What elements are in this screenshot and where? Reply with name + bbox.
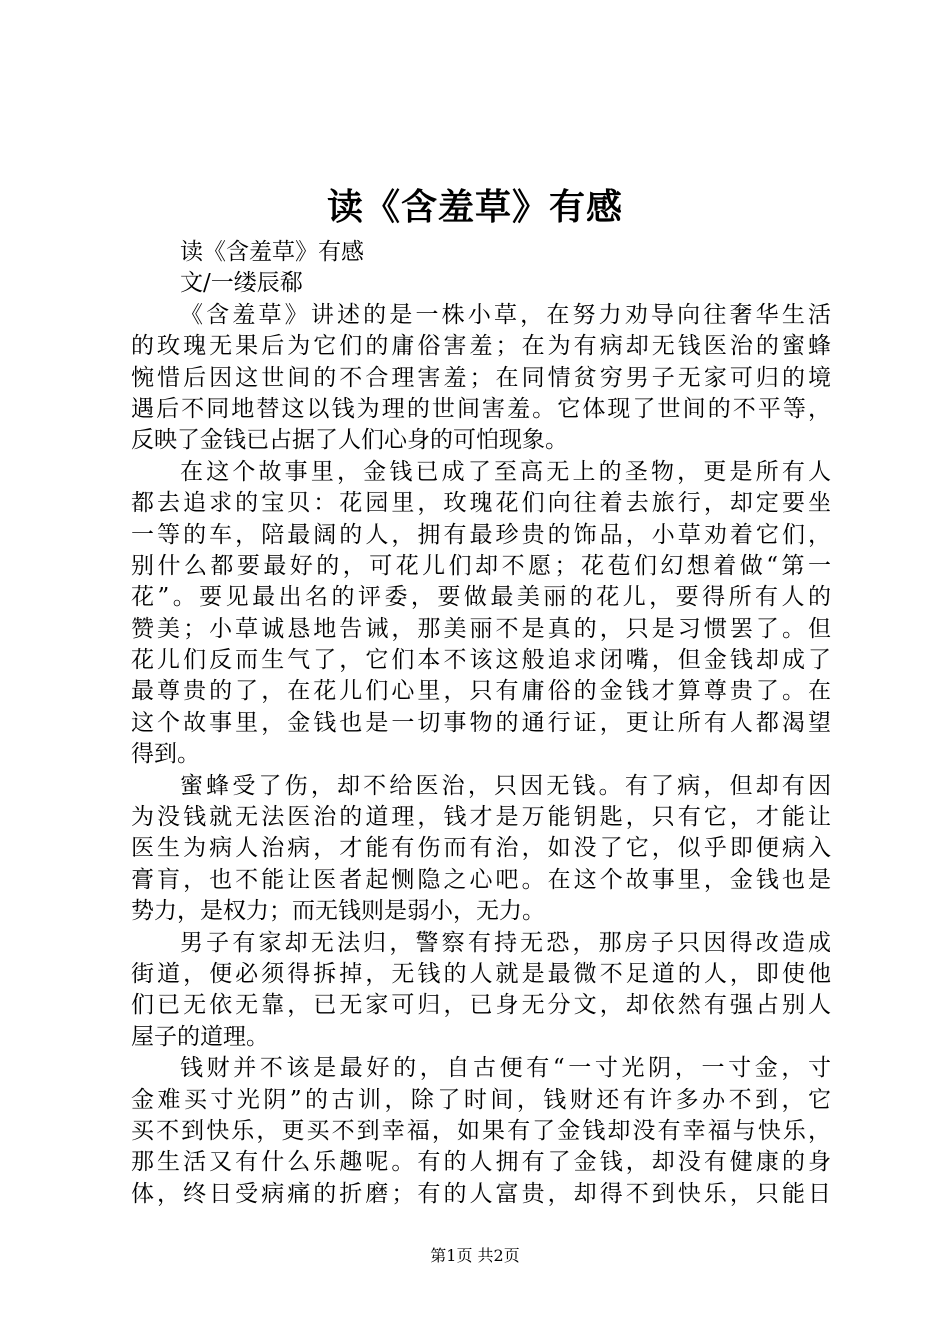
text-line: 遇后不同地替这以钱为理的世间害羞。它体现了世间的不平等， (131, 395, 831, 422)
text-line: 一等的车，陪最阔的人，拥有最珍贵的饰品，小草劝着它们， (131, 521, 831, 548)
page-number-footer: 第1页 共2页 (430, 1246, 520, 1265)
text-line: 男子有家却无法归，警察有持无恐，那房子只因得改造成 (180, 929, 831, 956)
text-line: 花”。要见最出名的评委，要做最美丽的花儿，要得所有人的 (131, 584, 831, 611)
text-line: 蜜蜂受了伤，却不给医治，只因无钱。有了病，但却有因 (180, 772, 831, 799)
text-line: 钱财并不该是最好的，自古便有“一寸光阴，一寸金，寸 (180, 1055, 831, 1082)
text-line: 惋惜后因这世间的不合理害羞；在同情贫穷男子无家可归的境 (131, 364, 831, 391)
text-line: 膏肓，也不能让医者起恻隐之心吧。在这个故事里，金钱也是 (131, 866, 831, 893)
text-line: 读《含羞草》有感 (180, 239, 364, 265)
text-line: 这个故事里，金钱也是一切事物的通行证，更让所有人都渴望 (131, 709, 831, 736)
document-body (131, 237, 831, 1210)
text-line: 街道，便必须得拆掉，无钱的人就是最微不足道的人，即使他 (131, 960, 831, 987)
text-line: 文/一缕辰郗 (180, 270, 303, 297)
text-line: 为没钱就无法医治的道理，钱才是万能钥匙，只有它，才能让 (131, 804, 831, 831)
text-line: 那生活又有什么乐趣呢。有的人拥有了金钱，却没有健康的身 (131, 1149, 831, 1176)
text-line: 屋子的道理。 (131, 1023, 269, 1050)
text-line: 们已无依无靠，已无家可归，已身无分文，却依然有强占别人 (131, 992, 831, 1019)
text-line: 势力，是权力；而无钱则是弱小，无力。 (131, 898, 545, 925)
text-line: 医生为病人治病，才能有伤而有治，如没了它，似乎即便病入 (131, 835, 831, 862)
text-line: 赞美；小草诚恳地告诫，那美丽不是真的，只是习惯罢了。但 (131, 615, 831, 642)
document-title: 读《含羞草》有感 (326, 186, 623, 228)
text-line: 花儿们反而生气了，它们本不该这般追求闭嘴，但金钱却成了 (131, 647, 831, 674)
text-line: 体，终日受病痛的折磨；有的人富贵，却得不到快乐，只能日 (131, 1180, 831, 1207)
text-line: 在这个故事里，金钱已成了至高无上的圣物，更是所有人 (180, 458, 831, 485)
text-line: 最尊贵的了，在花儿们心里，只有庸俗的金钱才算尊贵了。在 (131, 678, 831, 705)
text-line: 得到。 (131, 741, 200, 768)
text-line: 的玫瑰无果后为它们的庸俗害羞；在为有病却无钱医治的蜜蜂 (131, 333, 831, 360)
text-line: 金难买寸光阴”的古训，除了时间，钱财还有许多办不到，它 (131, 1086, 831, 1113)
text-line: 反映了金钱已占据了人们心身的可怕现象。 (131, 427, 568, 454)
text-line: 别什么都要最好的，可花儿们却不愿；花苞们幻想着做“第一 (131, 552, 831, 579)
text-line: 买不到快乐，更买不到幸福，如果有了金钱却没有幸福与快乐， (131, 1117, 831, 1144)
text-line: 都去追求的宝贝：花园里，玫瑰花们向往着去旅行，却定要坐 (131, 490, 831, 517)
text-line: 《含羞草》讲述的是一株小草，在努力劝导向往奢华生活 (180, 301, 831, 328)
